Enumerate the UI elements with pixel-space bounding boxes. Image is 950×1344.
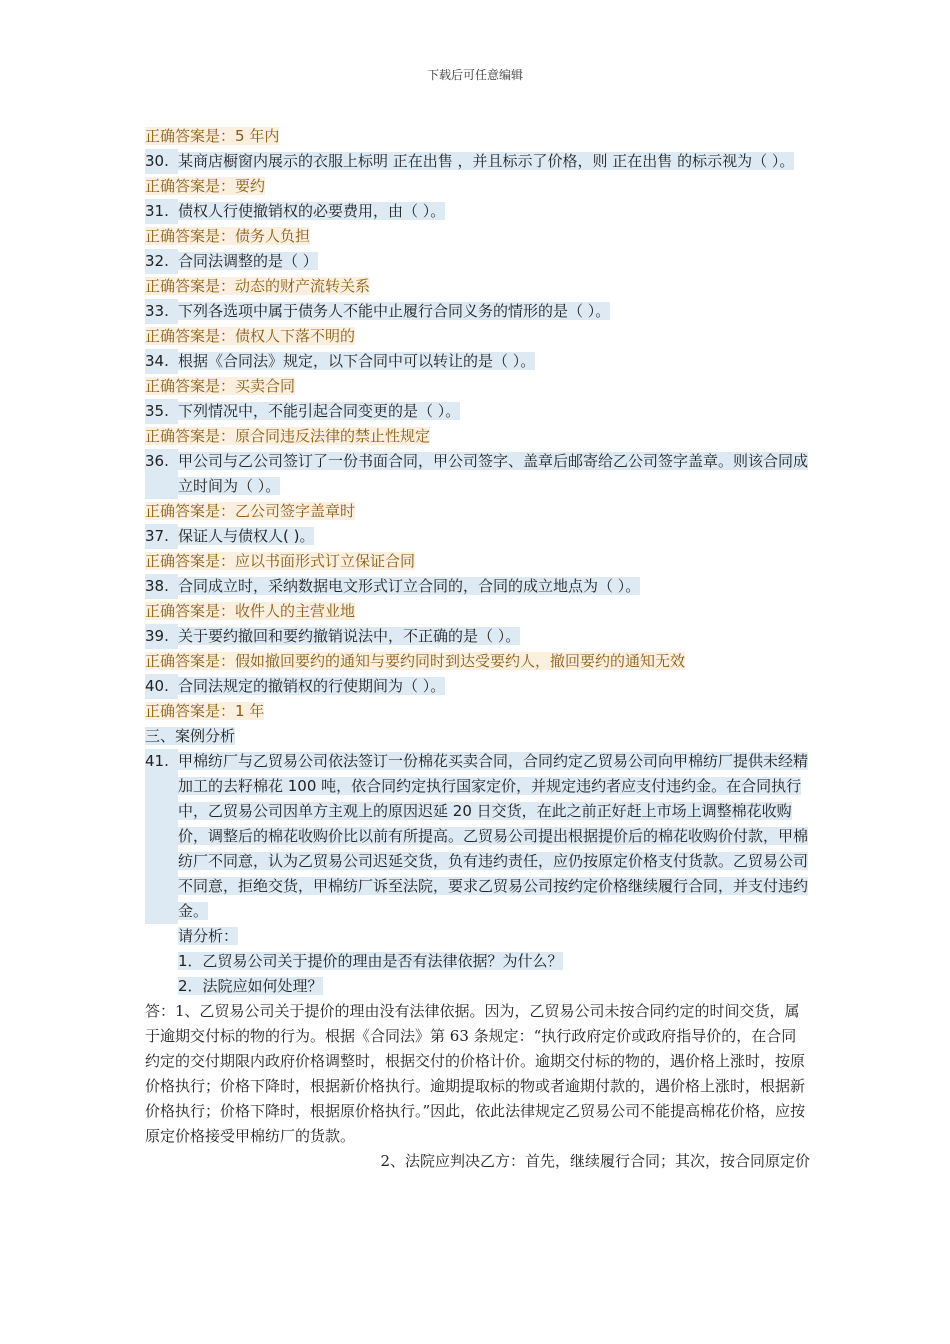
answer-value: 1 年 bbox=[235, 702, 265, 720]
answer-text bbox=[145, 177, 265, 195]
answer-prefix: 正确答案是： bbox=[145, 602, 236, 620]
question-text-content: 合同法调整的是（ ） bbox=[178, 252, 318, 270]
answer-value: 收件人的主营业地 bbox=[235, 602, 356, 620]
question-line bbox=[145, 524, 810, 549]
answer-prefix: 正确答案是： bbox=[145, 327, 236, 345]
answer-line bbox=[145, 649, 810, 674]
answer-value: 5 年内 bbox=[235, 127, 280, 145]
answer-value: 应以书面形式订立保证合同 bbox=[235, 552, 416, 570]
answer-text bbox=[145, 702, 264, 720]
answer-text bbox=[145, 427, 430, 445]
question-text bbox=[178, 574, 810, 599]
question-line bbox=[145, 299, 810, 324]
answer-prefix: 正确答案是： bbox=[145, 502, 236, 520]
question-text-content: 甲公司与乙公司签订了一份书面合同，甲公司签字、盖章后邮寄给乙公司签字盖章。则该合同成立时间为（ ）。 bbox=[178, 452, 809, 495]
answer-line bbox=[145, 599, 810, 624]
question-number: 39. bbox=[145, 624, 178, 649]
answer-value: 动态的财产流转关系 bbox=[235, 277, 371, 295]
answer-line bbox=[145, 374, 810, 399]
answer-prefix: 正确答案是： bbox=[145, 277, 236, 295]
question-text-content: 某商店橱窗内展示的衣服上标明 正在出售 ，并且标示了价格，则 正在出售 的标示视为（ ）。 bbox=[178, 152, 795, 170]
qa-list bbox=[145, 124, 810, 724]
question-text-content: 合同成立时，采纳数据电文形式订立合同的，合同的成立地点为（ ）。 bbox=[178, 577, 641, 595]
answer-prefix: 正确答案是： bbox=[145, 702, 236, 720]
question-text-content: 根据《合同法》规定，以下合同中可以转让的是（ ）。 bbox=[178, 352, 536, 370]
answer-value: 债务人负担 bbox=[235, 227, 311, 245]
question-text-content: 债权人行使撤销权的必要费用，由（ ）。 bbox=[178, 202, 446, 220]
question-line bbox=[145, 624, 810, 649]
answer-prefix: 正确答案是： bbox=[145, 127, 236, 145]
case-sub-question-2: 2．法院应如何处理？ bbox=[178, 977, 323, 995]
question-text bbox=[178, 624, 810, 649]
answer-line bbox=[145, 324, 810, 349]
answer-value: 买卖合同 bbox=[235, 377, 296, 395]
question-number: 33. bbox=[145, 299, 178, 324]
case-sub-question-1: 1．乙贸易公司关于提价的理由是否有法律依据？为什么？ bbox=[178, 952, 563, 970]
question-number: 34. bbox=[145, 349, 178, 374]
question-text-content: 下列情况中，不能引起合同变更的是（ ）。 bbox=[178, 402, 461, 420]
case-prompt: 请分析： bbox=[178, 927, 239, 945]
question-number: 35. bbox=[145, 399, 178, 424]
question-line bbox=[145, 349, 810, 374]
answer-line bbox=[145, 274, 810, 299]
answer-text bbox=[145, 277, 370, 295]
question-text bbox=[178, 399, 810, 424]
question-line bbox=[145, 674, 810, 699]
question-text-content: 合同法规定的撤销权的行使期间为（ ）。 bbox=[178, 677, 446, 695]
answer-text bbox=[145, 552, 415, 570]
question-number: 32. bbox=[145, 249, 178, 274]
question-number: 40. bbox=[145, 674, 178, 699]
answer-line bbox=[145, 224, 810, 249]
answer-value: 乙公司签字盖章时 bbox=[235, 502, 356, 520]
document-body bbox=[145, 124, 810, 1174]
question-line bbox=[145, 149, 810, 174]
answer-text bbox=[145, 127, 279, 145]
question-text bbox=[178, 149, 810, 174]
page-header: 下载后可任意编辑 bbox=[426, 68, 523, 82]
question-text-content: 下列各选项中属于债务人不能中止履行合同义务的情形的是（ ）。 bbox=[178, 302, 611, 320]
answer-prefix: 正确答案是： bbox=[145, 427, 236, 445]
question-text-content: 保证人与债权人( )。 bbox=[178, 527, 315, 545]
question-number: 30. bbox=[145, 149, 178, 174]
answer-value: 假如撤回要约的通知与要约同时到达受要约人，撤回要约的通知无效 bbox=[235, 652, 686, 670]
answer-text bbox=[145, 652, 685, 670]
case-question bbox=[145, 749, 810, 924]
section-title: 三、案例分析 bbox=[145, 727, 236, 745]
answer-line bbox=[145, 174, 810, 199]
question-text-content: 关于要约撤回和要约撤销说法中，不正确的是（ ）。 bbox=[178, 627, 521, 645]
question-number: 31. bbox=[145, 199, 178, 224]
answer-value: 债权人下落不明的 bbox=[235, 327, 356, 345]
question-text bbox=[178, 199, 810, 224]
question-text bbox=[178, 299, 810, 324]
answer-line bbox=[145, 549, 810, 574]
answer-text bbox=[145, 377, 295, 395]
question-text bbox=[178, 249, 810, 274]
answer-line bbox=[145, 424, 810, 449]
question-text bbox=[178, 449, 810, 499]
question-text bbox=[178, 524, 810, 549]
case-number: 41. bbox=[145, 749, 178, 924]
answer-prefix: 正确答案是： bbox=[145, 227, 236, 245]
question-number: 38. bbox=[145, 574, 178, 599]
case-answer-continued: 2、法院应判决乙方：首先，继续履行合同；其次，按合同原定价 bbox=[380, 1152, 810, 1170]
answer-prefix: 正确答案是： bbox=[145, 177, 236, 195]
question-number: 36. bbox=[145, 449, 178, 499]
answer-text bbox=[145, 227, 310, 245]
answer-line bbox=[145, 499, 810, 524]
answer-line bbox=[145, 124, 810, 149]
answer-value: 原合同违反法律的禁止性规定 bbox=[235, 427, 431, 445]
question-line bbox=[145, 574, 810, 599]
case-answer: 答：1、乙贸易公司关于提价的理由没有法律依据。因为，乙贸易公司未按合同约定的时间交货，属于逾期交付标的物的行为。根据《合同法》第 63 条规定：“执行政府定价或政府指导价的，在合同约定的交付期限内政府价格调整时，根据交付的价格计价。逾期交付标的物的，遇价格上涨时，按原价格执行；价格下降时，根据新价格执行。逾期提取标的物或者逾期付款的，遇价格上涨时，根据新价格执行；价格下降时，根据原价格执行。”因此，依此法律规定乙贸易公司不能提高棉花价格，应按原定价格接受甲棉纺厂的货款。 bbox=[145, 1002, 806, 1145]
question-line bbox=[145, 249, 810, 274]
answer-text bbox=[145, 327, 355, 345]
case-text: 甲棉纺厂与乙贸易公司依法签订一份棉花买卖合同，合同约定乙贸易公司向甲棉纺厂提供未经精加工的去籽棉花 100 吨，依合同约定执行国家定价，并规定违约者应支付违约金。在合同执行中，乙贸易公司因单方主观上的原因迟延 20 日交货，在此之前正好赶上市场上调整棉花收购价，调整后的棉花收购价比以前有所提高。乙贸易公司提出根据提价后的棉花收购价付款，甲棉纺厂不同意，认为乙贸易公司迟延交货，负有违约责任，应仍按原定价格支付货款。乙贸易公司不同意，拒绝交货，甲棉纺厂诉至法院，要求乙贸易公司按约定价格继续履行合同，并支付违约金。 bbox=[178, 752, 809, 920]
question-line bbox=[145, 199, 810, 224]
question-line bbox=[145, 399, 810, 424]
answer-prefix: 正确答案是： bbox=[145, 652, 236, 670]
answer-line bbox=[145, 699, 810, 724]
answer-text bbox=[145, 502, 355, 520]
question-line bbox=[145, 449, 810, 499]
answer-text bbox=[145, 602, 355, 620]
answer-value: 要约 bbox=[235, 177, 266, 195]
answer-prefix: 正确答案是： bbox=[145, 552, 236, 570]
question-number: 37. bbox=[145, 524, 178, 549]
answer-prefix: 正确答案是： bbox=[145, 377, 236, 395]
question-text bbox=[178, 349, 810, 374]
question-text bbox=[178, 674, 810, 699]
